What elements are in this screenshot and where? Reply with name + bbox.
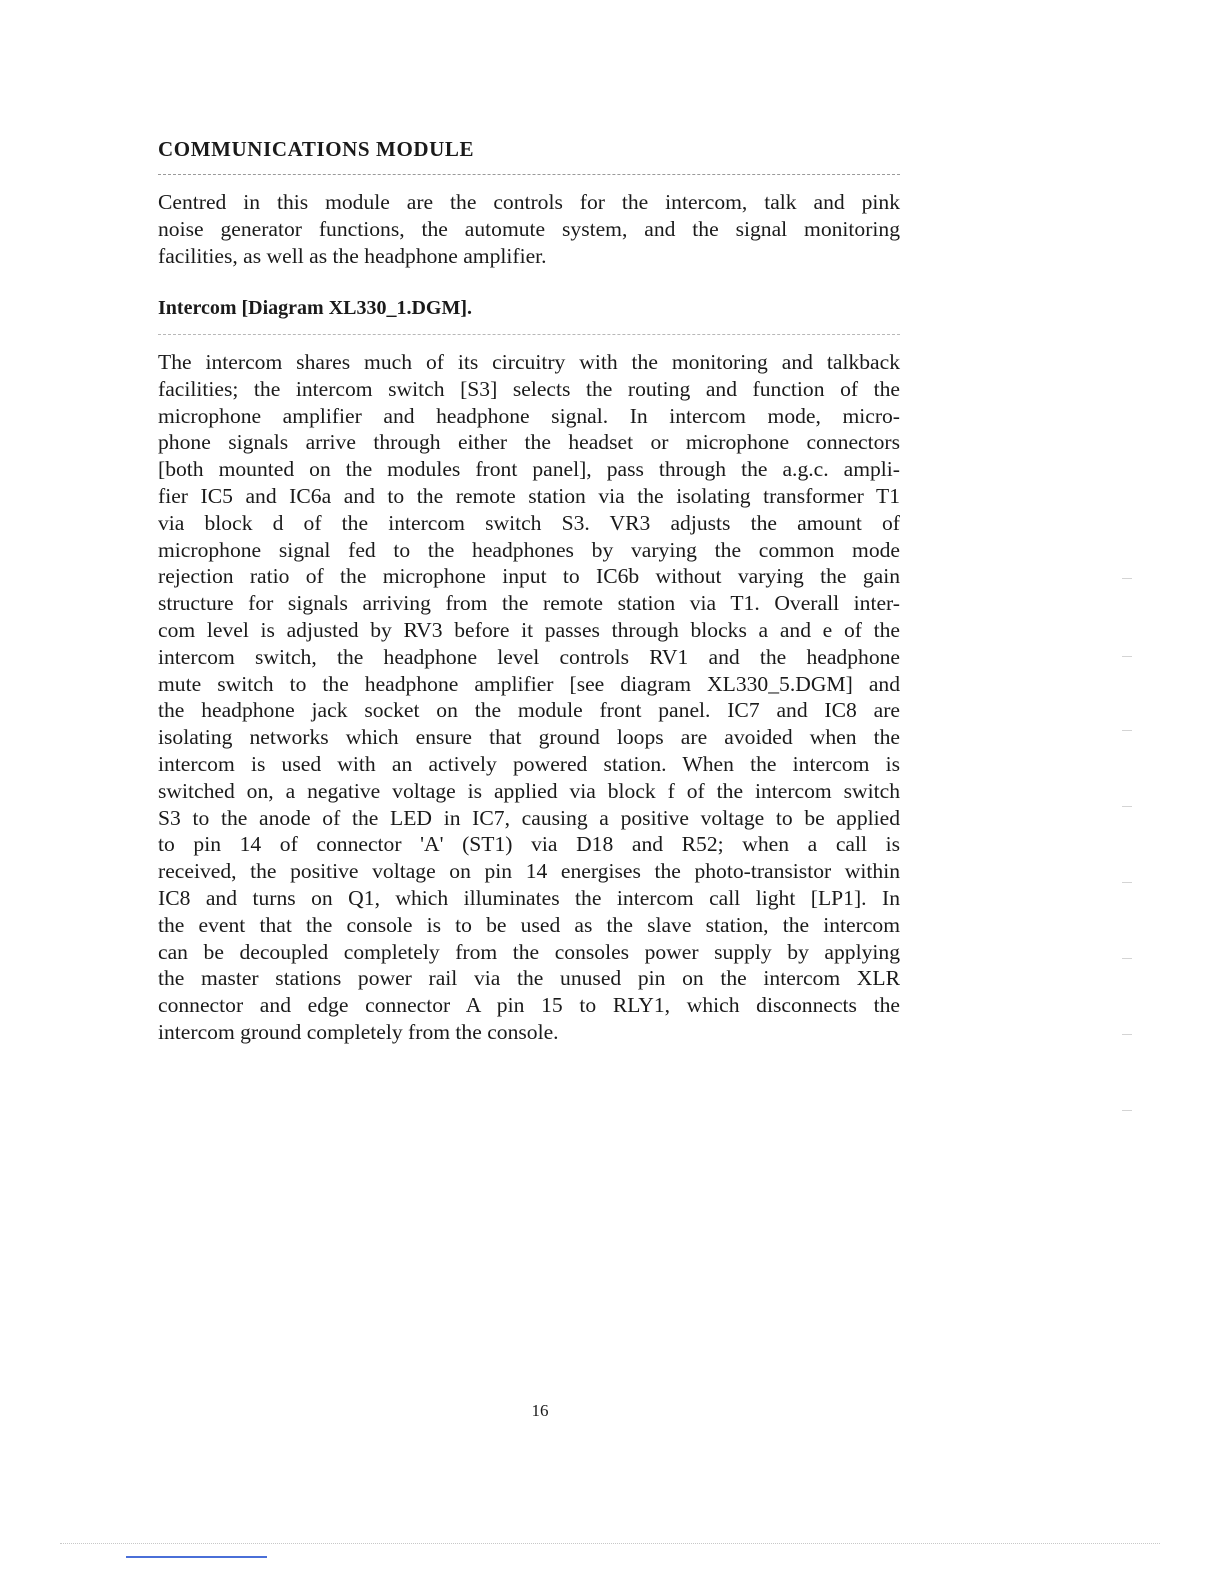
body-line: switched on, a negative voltage is applied via block f of the intercom switch (158, 778, 900, 803)
margin-scan-mark (1122, 656, 1132, 657)
margin-scan-mark (1122, 578, 1132, 579)
bottom-edge-rule (60, 1543, 1160, 1544)
body-line: [both mounted on the modules front panel], pass through the a.g.c. ampli- (158, 457, 900, 482)
body-line: IC8 and turns on Q1, which illuminates the intercom call light [LP1]. In (158, 885, 900, 910)
margin-scan-mark (1122, 1034, 1132, 1035)
intro-line: facilities, as well as the headphone amplifier. (158, 243, 547, 268)
intro-line: noise generator functions, the automute system, and the signal monitoring (158, 216, 900, 241)
section-title-rule (158, 174, 900, 175)
body-line: structure for signals arriving from the remote station via T1. Overall inter- (158, 591, 900, 616)
body-line: rejection ratio of the microphone input to IC6b without varying the gain (158, 564, 900, 589)
body-line: the event that the console is to be used as the slave station, the intercom (158, 912, 900, 937)
body-line: connector and edge connector A pin 15 to RLY1, which disconnects the (158, 993, 900, 1018)
intercom-subheading: Intercom [Diagram XL330_1.DGM]. (158, 297, 473, 319)
margin-scan-mark (1122, 806, 1132, 807)
margin-scan-mark (1122, 1110, 1132, 1111)
section-title: COMMUNICATIONS MODULE (158, 137, 475, 161)
body-line: facilities; the intercom switch [S3] selects the routing and function of the (158, 376, 900, 401)
body-line: isolating networks which ensure that ground loops are avoided when the (158, 725, 900, 750)
body-line: intercom is used with an actively powered station. When the intercom is (158, 751, 900, 776)
body-line: can be decoupled completely from the consoles power supply by applying (158, 939, 900, 964)
intro-paragraph (158, 189, 900, 269)
body-line: microphone signal fed to the headphones by varying the common mode (158, 537, 900, 562)
margin-scan-mark (1122, 958, 1132, 959)
body-line: mute switch to the headphone amplifier [see diagram XL330_5.DGM] and (158, 671, 900, 696)
body-line: S3 to the anode of the LED in IC7, causing a positive voltage to be applied (158, 805, 900, 830)
body-line: com level is adjusted by RV3 before it passes through blocks a and e of the (158, 617, 900, 642)
subheading-rule (158, 334, 900, 335)
bottom-accent-bar (126, 1556, 267, 1558)
intercom-paragraph (158, 349, 900, 1046)
body-line: the master stations power rail via the unused pin on the intercom XLR (158, 966, 900, 991)
body-line: intercom switch, the headphone level controls RV1 and the headphone (158, 644, 900, 669)
body-line: intercom ground completely from the console. (158, 1019, 559, 1044)
body-line: via block d of the intercom switch S3. VR3 adjusts the amount of (158, 510, 900, 535)
page-number: 16 (531, 1401, 549, 1420)
margin-scan-mark (1122, 730, 1132, 731)
body-line: microphone amplifier and headphone signal. In intercom mode, micro- (158, 403, 900, 428)
intro-line: Centred in this module are the controls for the intercom, talk and pink (158, 190, 900, 214)
body-line: fier IC5 and IC6a and to the remote station via the isolating transformer T1 (158, 483, 900, 508)
body-line: the headphone jack socket on the module front panel. IC7 and IC8 are (158, 698, 900, 723)
body-line: to pin 14 of connector 'A' (ST1) via D18 and R52; when a call is (158, 832, 900, 857)
margin-scan-mark (1122, 882, 1132, 883)
body-line: phone signals arrive through either the headset or microphone connectors (158, 430, 900, 455)
body-line: received, the positive voltage on pin 14 energises the photo-transistor within (158, 859, 900, 884)
body-line: The intercom shares much of its circuitry with the monitoring and talkback (158, 350, 900, 374)
